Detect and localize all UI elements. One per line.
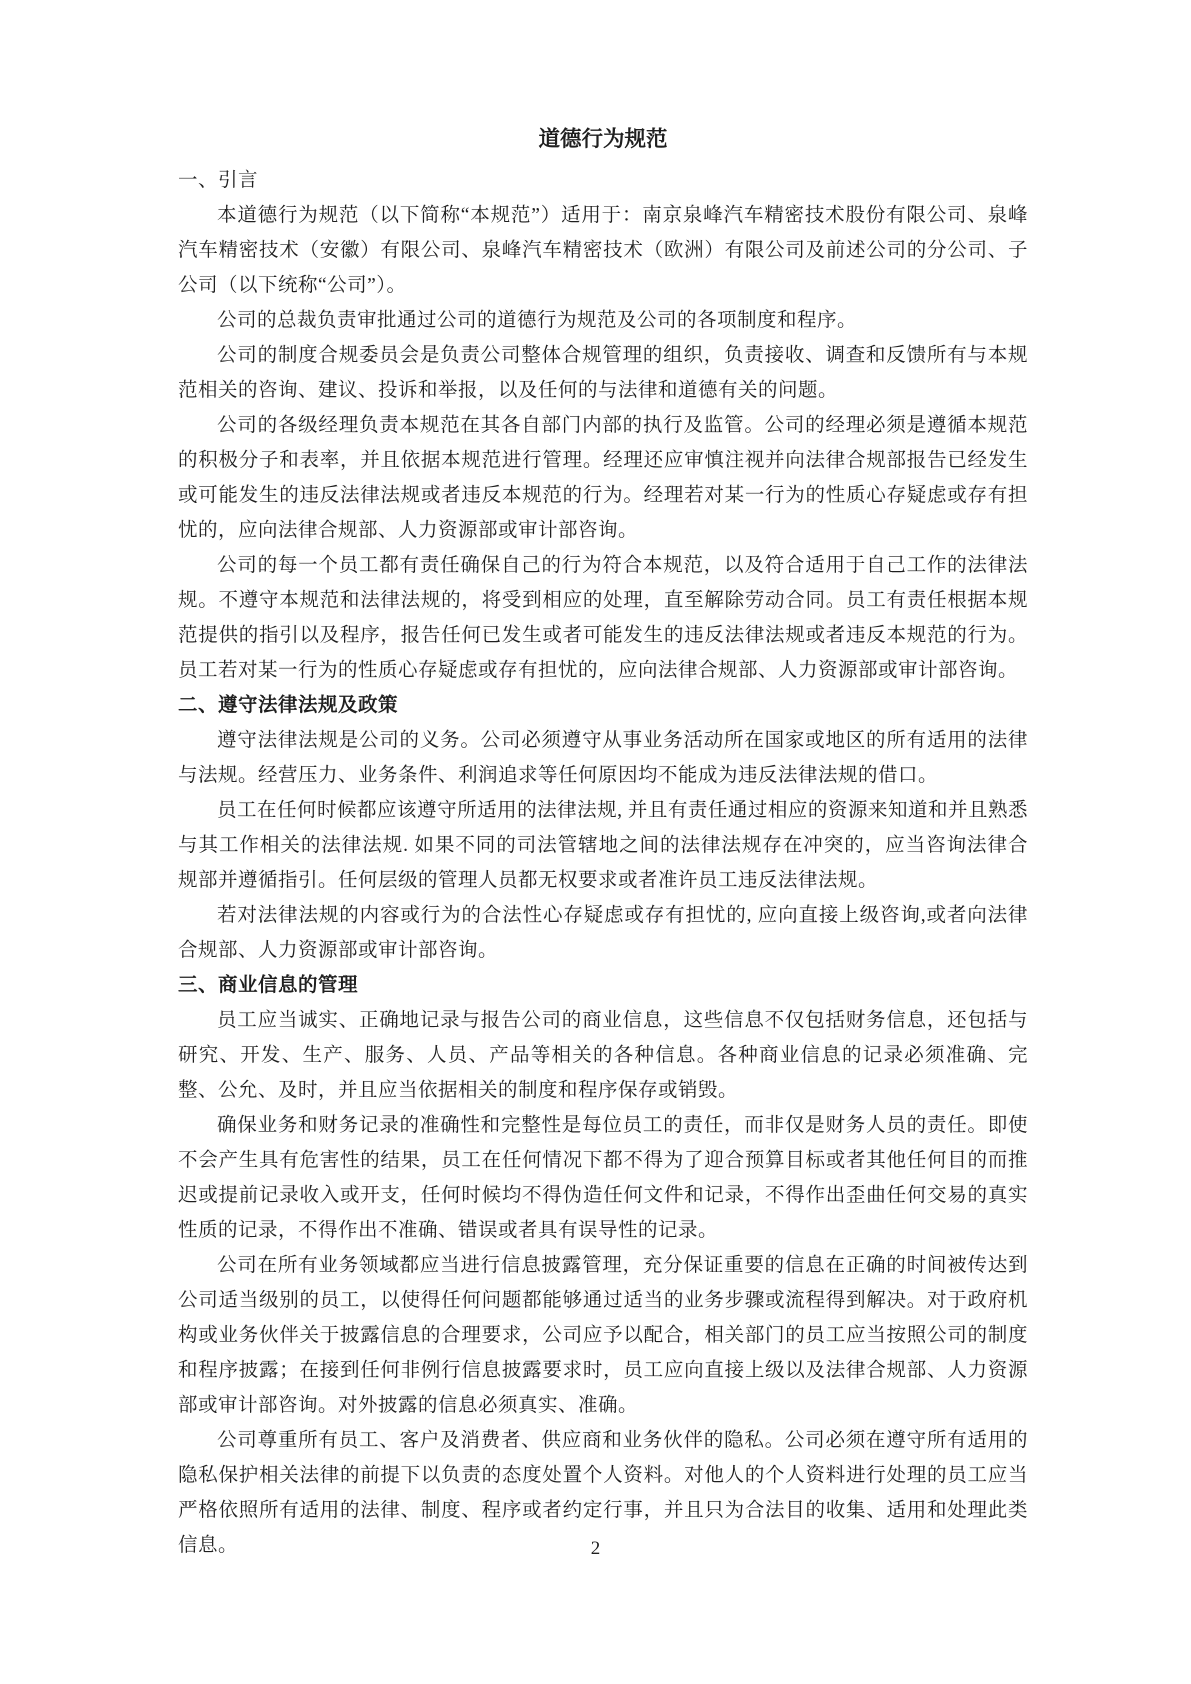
paragraph: 公司尊重所有员工、客户及消费者、供应商和业务伙伴的隐私。公司必须在遵守所有适用的隐私保护相关法律的前提下以负责的态度处置个人资料。对他人的个人资料进行处理的员工应当严格依照所有适用的法律、制度、程序或者约定行事，并且只为合法目的收集、适用和处理此类信息。 bbox=[178, 1430, 1028, 1556]
page-number: 2 bbox=[590, 1538, 601, 1559]
section-heading-business-information: 三、商业信息的管理 bbox=[178, 975, 359, 996]
section-heading-law-compliance: 二、遵守法律法规及政策 bbox=[178, 695, 399, 716]
paragraph: 公司的每一个员工都有责任确保自己的行为符合本规范，以及符合适用于自己工作的法律法规。不遵守本规范和法律法规的，将受到相应的处理，直至解除劳动合同。员工有责任根据本规范提供的指引以及程序，报告任何已发生或者可能发生的违反法律法规或者违反本规范的行为。员工若对某一行为的性质心存疑虑或存有担忧的，应向法律合规部、人力资源部或审计部咨询。 bbox=[178, 555, 1028, 681]
paragraph: 遵守法律法规是公司的义务。公司必须遵守从事业务活动所在国家或地区的所有适用的法律与法规。经营压力、业务条件、利润追求等任何原因均不能成为违反法律法规的借口。 bbox=[178, 730, 1028, 786]
paragraph: 公司的总裁负责审批通过公司的道德行为规范及公司的各项制度和程序。 bbox=[217, 310, 858, 331]
paragraph: 员工在任何时候都应该遵守所适用的法律法规, 并且有责任通过相应的资源来知道和并且熟悉与其工作相关的法律法规. 如果不同的司法管辖地之间的法律法规存在冲突的，应当咨询法律合规部并遵循指引。任何层级的管理人员都无权要求或者准许员工违反法律法规。 bbox=[178, 800, 1028, 891]
paragraph: 若对法律法规的内容或行为的合法性心存疑虑或存有担忧的, 应向直接上级咨询,或者向法律合规部、人力资源部或审计部咨询。 bbox=[178, 905, 1028, 961]
document-body bbox=[178, 121, 1028, 1563]
paragraph: 公司的各级经理负责本规范在其各自部门内部的执行及监管。公司的经理必须是遵循本规范的积极分子和表率，并且依据本规范进行管理。经理还应审慎注视并向法律合规部报告已经发生或可能发生的违反法律法规或者违反本规范的行为。经理若对某一行为的性质心存疑虑或存有担忧的，应向法律合规部、人力资源部或审计部咨询。 bbox=[178, 415, 1028, 541]
paragraph: 公司在所有业务领域都应当进行信息披露管理，充分保证重要的信息在正确的时间被传达到公司适当级别的员工，以使得任何问题都能够通过适当的业务步骤或流程得到解决。对于政府机构或业务伙伴关于披露信息的合理要求，公司应予以配合，相关部门的员工应当按照公司的制度和程序披露；在接到任何非例行信息披露要求时，员工应向直接上级以及法律合规部、人力资源部或审计部咨询。对外披露的信息必须真实、准确。 bbox=[178, 1255, 1028, 1416]
paragraph: 员工应当诚实、正确地记录与报告公司的商业信息，这些信息不仅包括财务信息，还包括与研究、开发、生产、服务、人员、产品等相关的各种信息。各种商业信息的记录必须准确、完整、公允、及时，并且应当依据相关的制度和程序保存或销毁。 bbox=[178, 1010, 1028, 1101]
section-heading-introduction: 一、引言 bbox=[178, 170, 259, 191]
document-title: 道德行为规范 bbox=[538, 127, 668, 151]
paragraph: 公司的制度合规委员会是负责公司整体合规管理的组织，负责接收、调查和反馈所有与本规范相关的咨询、建议、投诉和举报，以及任何的与法律和道德有关的问题。 bbox=[178, 345, 1028, 401]
paragraph: 本道德行为规范（以下简称“本规范”）适用于：南京泉峰汽车精密技术股份有限公司、泉峰汽车精密技术（安徽）有限公司、泉峰汽车精密技术（欧洲）有限公司及前述公司的分公司、子公司（以下统称“公司”）。 bbox=[178, 205, 1028, 296]
paragraph: 确保业务和财务记录的准确性和完整性是每位员工的责任，而非仅是财务人员的责任。即使不会产生具有危害性的结果，员工在任何情况下都不得为了迎合预算目标或者其他任何目的而推迟或提前记录收入或开支，任何时候均不得伪造任何文件和记录，不得作出歪曲任何交易的真实性质的记录，不得作出不准确、错误或者具有误导性的记录。 bbox=[178, 1115, 1028, 1241]
